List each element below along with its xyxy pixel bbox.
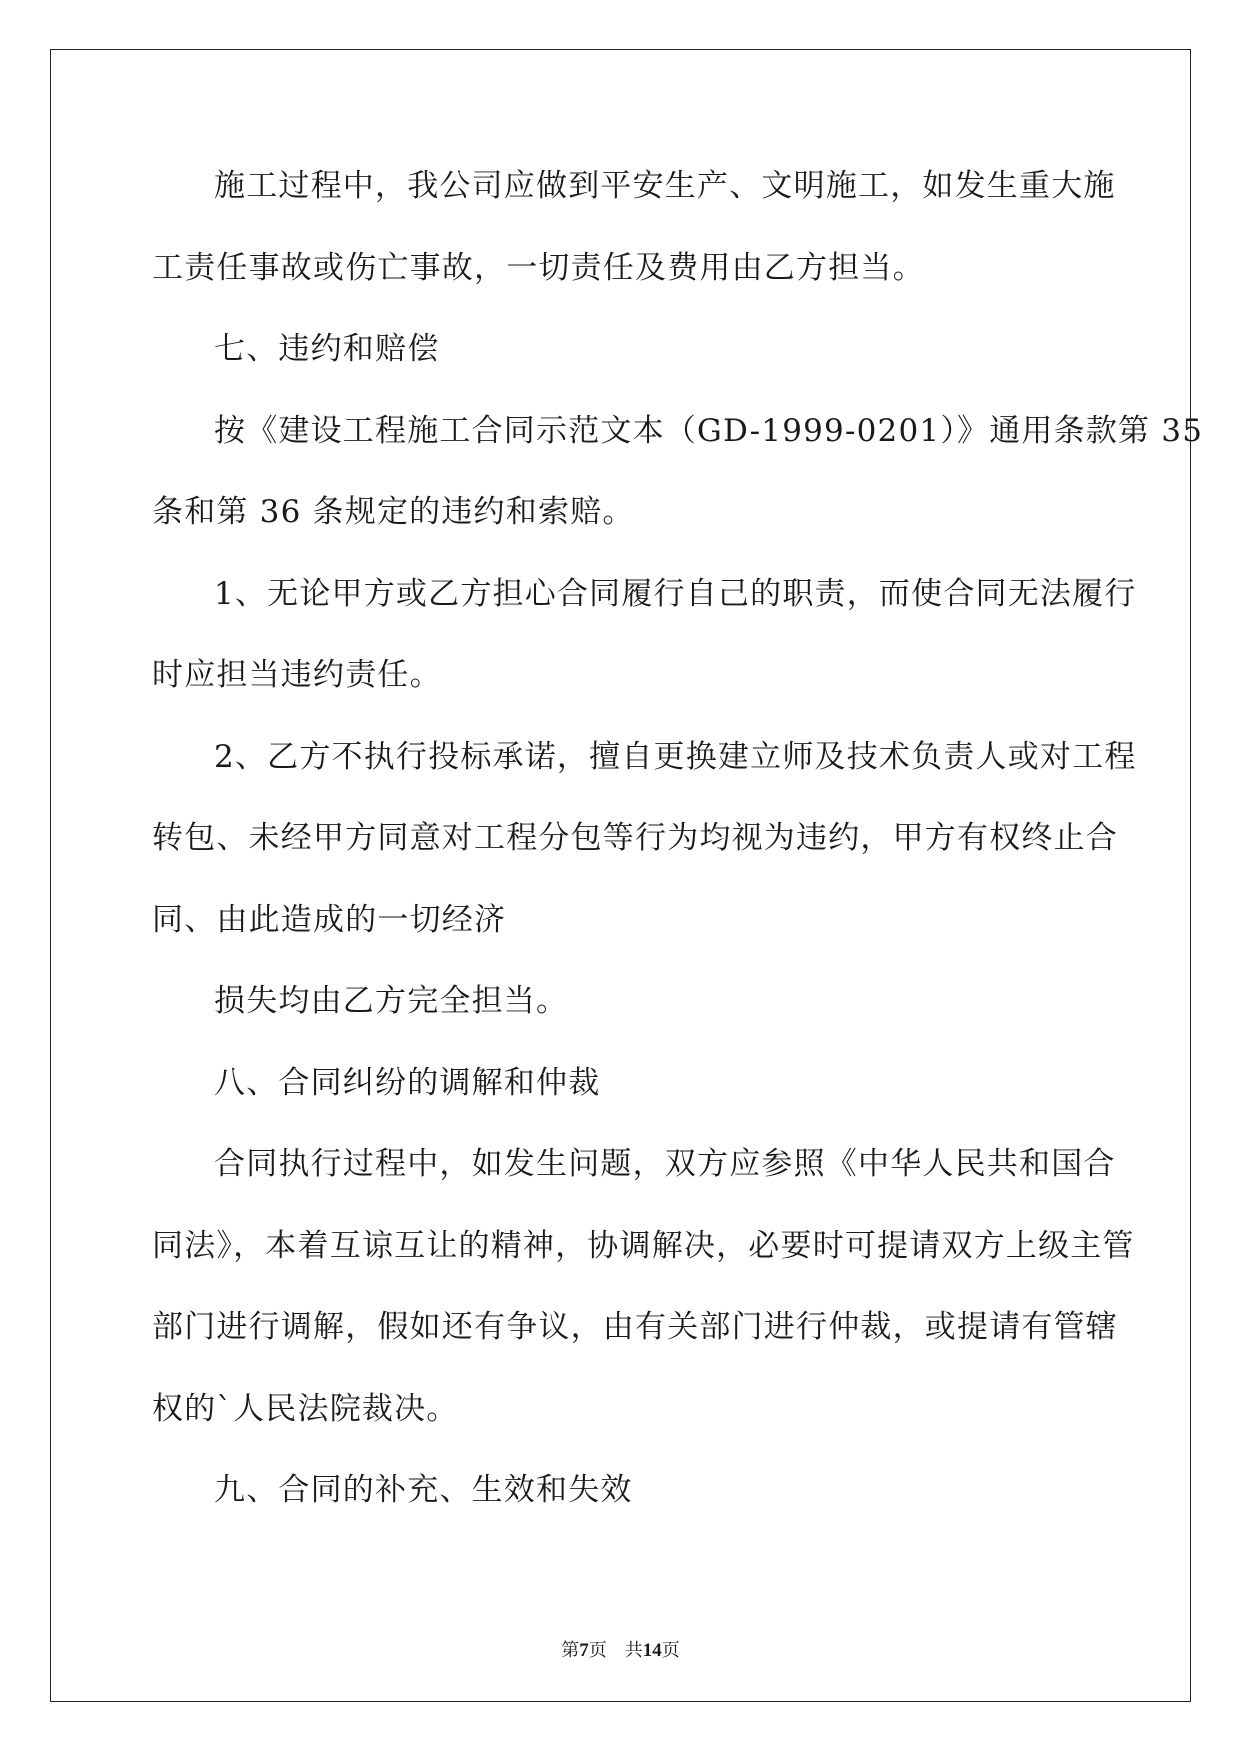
current-page-number: 7 <box>579 1640 589 1661</box>
page-number-suffix: 页 <box>661 1640 680 1661</box>
total-pages-number: 14 <box>642 1640 662 1661</box>
paragraph-line: 时应担当违约责任。 <box>152 657 442 693</box>
document-body <box>152 163 1204 1549</box>
section-heading: 八、合同纠纷的调解和仲裁 <box>214 1064 601 1101</box>
paragraph-line: 施工过程中，我公司应做到平安生产、文明施工，如发生重大施 <box>214 168 1116 204</box>
paragraph-line: 条和第 36 条规定的违约和索赔。 <box>152 494 635 530</box>
paragraph-line: 2、乙方不执行投标承诺，擅自更换建立师及技术负责人或对工程 <box>214 738 1137 775</box>
paragraph-line: 同法》，本着互谅互让的精神，协调解决，必要时可提请双方上级主管 <box>152 1227 1135 1264</box>
page-number-prefix: 第 <box>561 1640 580 1661</box>
paragraph-line: 部门进行调解，假如还有争议，由有关部门进行仲裁，或提请有管辖 <box>152 1309 1118 1345</box>
page-number-middle: 页 共 <box>588 1640 643 1661</box>
paragraph-line: 工责任事故或伤亡事故，一切责任及费用由乙方担当。 <box>152 249 925 286</box>
page-footer <box>0 1636 1241 1662</box>
paragraph-line: 同、由此造成的一切经济 <box>152 901 507 938</box>
paragraph-line: 损失均由乙方完全担当。 <box>214 983 569 1019</box>
paragraph-line: 权的`人民法院裁决。 <box>152 1390 459 1427</box>
paragraph-line: 合同执行过程中，如发生问题，双方应参照《中华人民共和国合 <box>214 1146 1116 1182</box>
section-heading: 九、合同的补充、生效和失效 <box>214 1472 633 1508</box>
paragraph-line: 转包、未经甲方同意对工程分包等行为均视为违约，甲方有权终止合 <box>152 820 1118 856</box>
paragraph-line: 1、无论甲方或乙方担心合同履行自己的职责，而使合同无法履行 <box>214 575 1137 612</box>
section-heading: 七、违约和赔偿 <box>214 331 440 367</box>
paragraph-line: 按《建设工程施工合同示范文本（GD-1999-0201）》通用条款第 35 <box>214 412 1204 449</box>
